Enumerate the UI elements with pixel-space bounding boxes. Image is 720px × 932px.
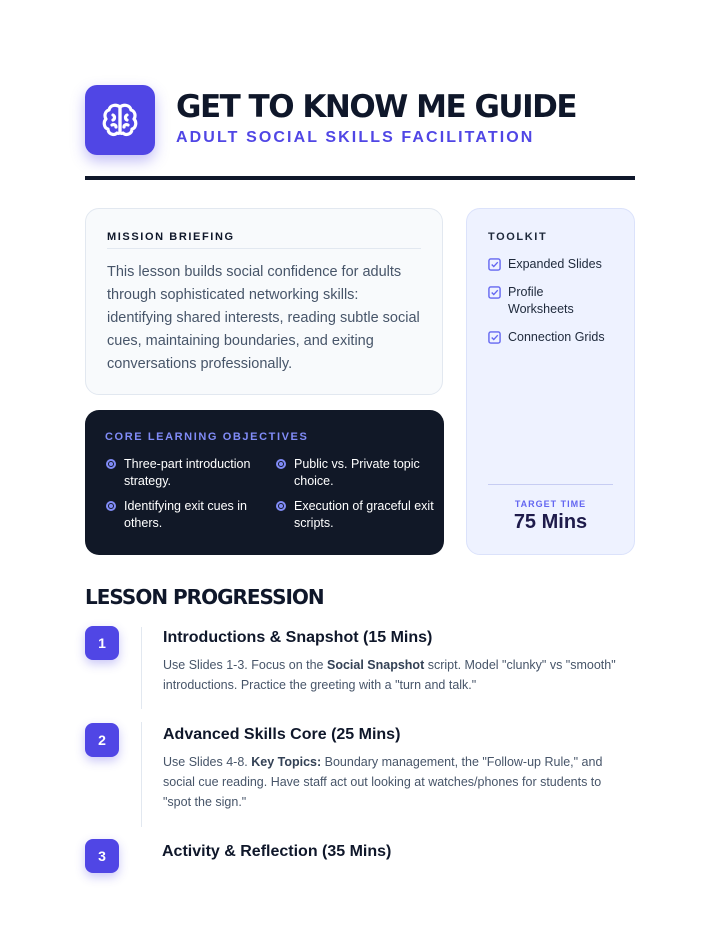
toolkit-label: TOOLKIT <box>488 231 548 243</box>
objective-text: Public vs. Private topic choice. <box>294 457 420 488</box>
target-bullet-icon <box>106 501 116 511</box>
target-bullet-icon <box>276 501 286 511</box>
checkbox-checked-icon <box>488 286 501 299</box>
lesson-step <box>163 726 623 812</box>
toolkit-item-label: Expanded Slides <box>508 257 602 271</box>
target-time <box>488 484 613 534</box>
page-title: GET TO KNOW ME GUIDE <box>176 89 577 125</box>
page-subtitle: ADULT SOCIAL SKILLS FACILITATION <box>176 129 535 146</box>
step-title: Advanced Skills Core (25 Mins) <box>163 726 401 743</box>
step-description: Use Slides 1-3. Focus on the Social Snapshot script. Model "clunky" vs "smooth" introductions. Practice the greeting with a "turn and talk." <box>163 658 616 692</box>
step-number-badge: 1 <box>85 626 119 660</box>
objective-item <box>275 498 435 532</box>
objective-item <box>105 456 275 490</box>
step-title: Introductions & Snapshot (15 Mins) <box>163 629 433 646</box>
mission-label: MISSION BRIEFING <box>107 231 421 249</box>
objectives-card <box>85 410 444 555</box>
checkbox-checked-icon <box>488 258 501 271</box>
toolkit-item-label: Profile Worksheets <box>508 285 574 316</box>
toolkit-item <box>488 284 613 318</box>
checkbox-checked-icon <box>488 331 501 344</box>
lesson-step <box>162 843 622 861</box>
target-time-label: TARGET TIME <box>514 499 587 509</box>
header-divider <box>85 176 635 180</box>
toolkit-item-label: Connection Grids <box>508 330 605 344</box>
step-number-badge: 2 <box>85 723 119 757</box>
timeline-connector <box>141 627 142 709</box>
section-title: LESSON PROGRESSION <box>85 585 324 609</box>
lesson-step <box>163 629 623 695</box>
objectives-label: CORE LEARNING OBJECTIVES <box>105 431 309 443</box>
mission-text: This lesson builds social confidence for adults through sophisticated networking skills: identifying shared interests, reading subtle social cues, maintaining boundaries, and exiting conversations professionally. <box>107 264 420 372</box>
objective-text: Identifying exit cues in others. <box>124 499 247 530</box>
page-header <box>85 85 635 155</box>
target-time-value: 75 Mins <box>513 511 588 533</box>
step-title: Activity & Reflection (35 Mins) <box>162 843 392 860</box>
timeline-connector <box>141 722 142 827</box>
step-description: Use Slides 4-8. Key Topics: Boundary management, the "Follow-up Rule," and social cue reading. Have staff act out looking at watches/phones for students to "spot the sign." <box>163 755 603 809</box>
mission-briefing-card <box>85 208 443 395</box>
objective-item <box>275 456 435 490</box>
target-bullet-icon <box>106 459 116 469</box>
target-bullet-icon <box>276 459 286 469</box>
toolkit-item <box>488 256 613 273</box>
toolkit-item <box>488 329 613 346</box>
objective-text: Execution of graceful exit scripts. <box>294 499 434 530</box>
step-number-badge: 3 <box>85 839 119 873</box>
toolkit-card <box>466 208 635 555</box>
objective-item <box>105 498 275 532</box>
brain-icon <box>85 85 155 155</box>
objective-text: Three-part introduction strategy. <box>124 457 251 488</box>
